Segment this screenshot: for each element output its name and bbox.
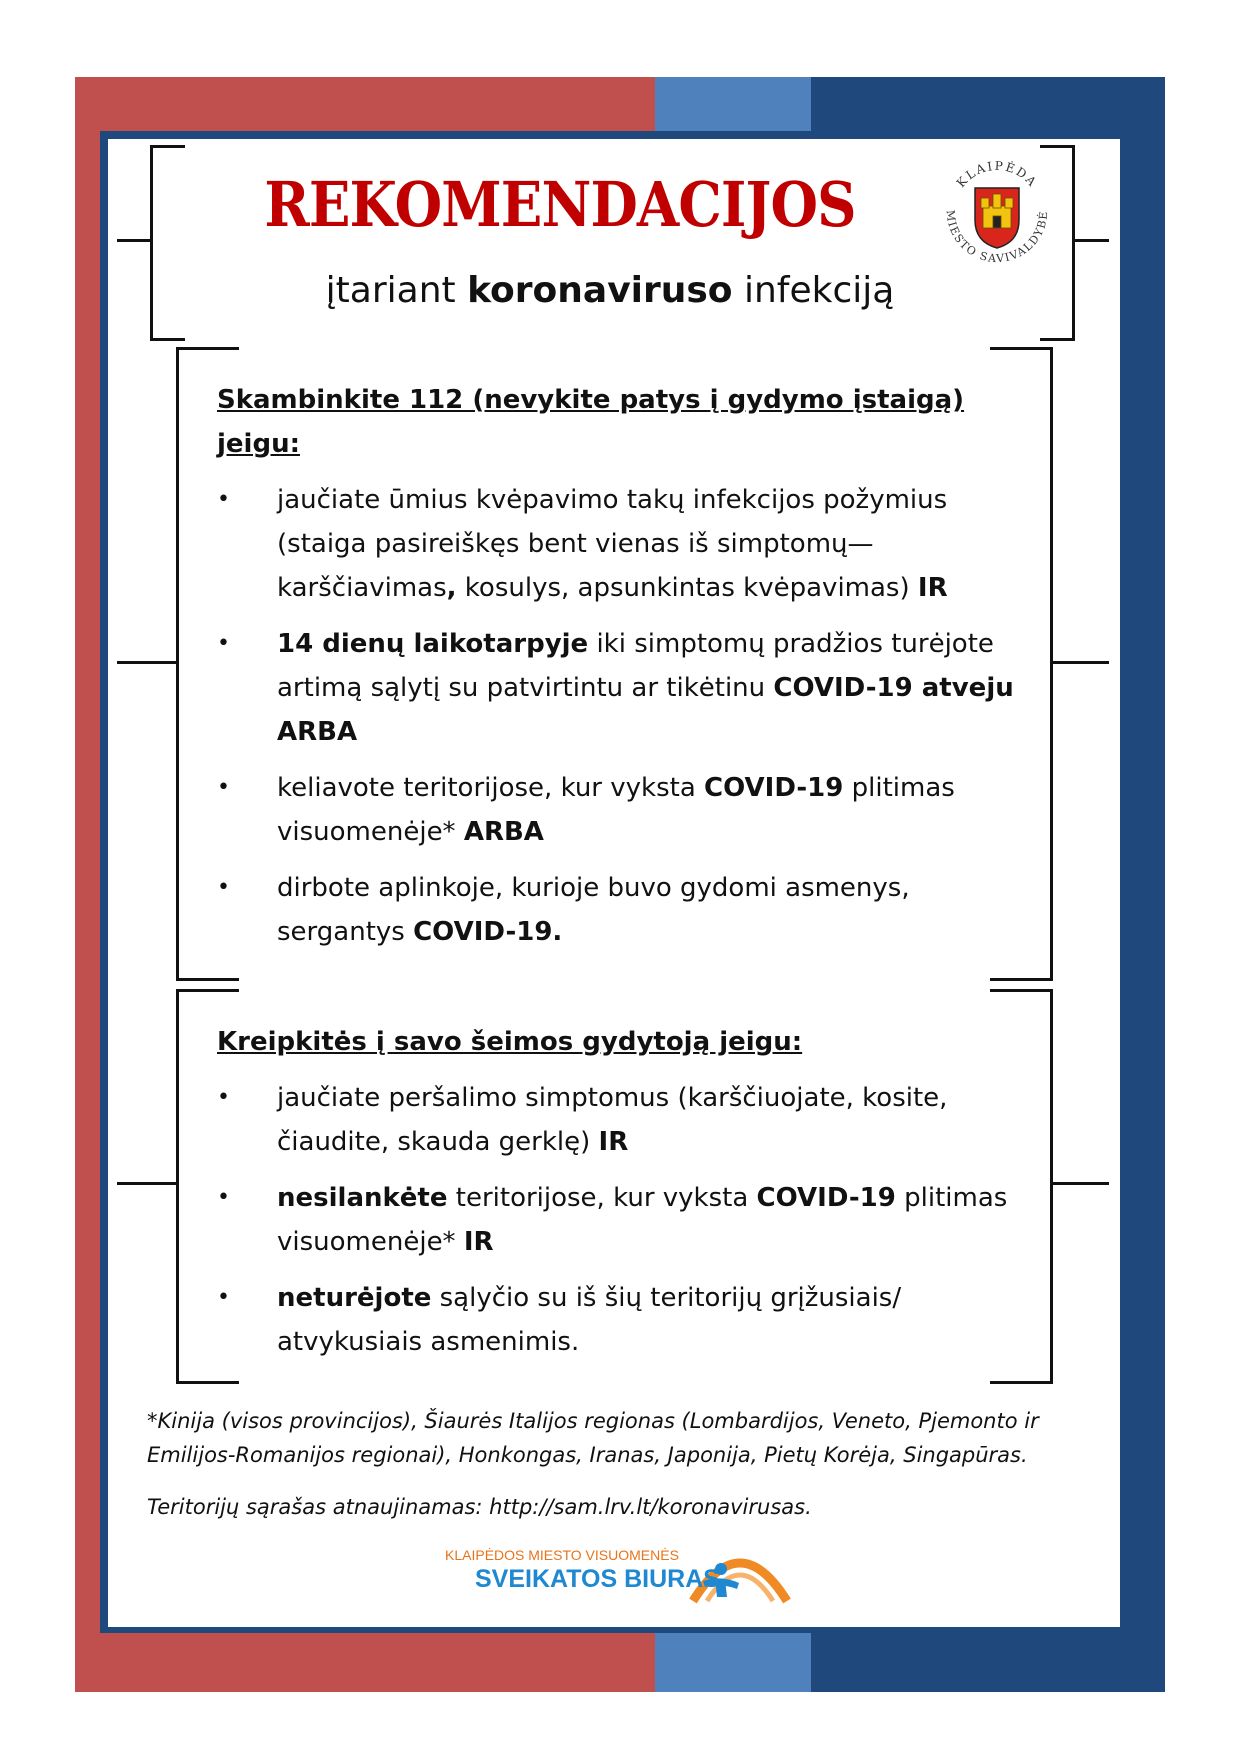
section1-list (217, 478, 1017, 954)
list-item (217, 1276, 1017, 1364)
list-item-text: neturėjote (277, 1283, 432, 1313)
section2-tick-right (1051, 1182, 1109, 1185)
list-item (217, 622, 1017, 754)
page-title: REKOMENDACIJOS (264, 168, 856, 241)
list-item (217, 478, 1017, 610)
list-item-text: IR (463, 1227, 494, 1257)
list-item-text: IR (917, 573, 948, 603)
klaipeda-emblem (935, 150, 1060, 275)
list-item-text: jaučiate ūmius kvėpavimo takų infekcijos požymius (staiga pasireiškęs bent vienas iš simptomų—karščiavimas (277, 485, 948, 603)
emblem-text-top: KLAIPĖDA (953, 158, 1041, 191)
list-item-text: IR (598, 1127, 629, 1157)
section2-list (217, 1076, 1017, 1364)
footnote-territories: *Kinija (visos provincijos), Šiaurės Italijos regionas (Lombardijos, Veneto, Pjemonto ir Emilijos-Romanijos regionai), Honkongas, Iranas, Japonija, Pietų Korėja, Singapūras. (147, 1409, 1039, 1467)
logo-line1: KLAIPĖDOS MIESTO VISUOMENĖS (445, 1547, 679, 1563)
logo-line2: SVEIKATOS BIURAS (475, 1565, 720, 1593)
header-tick-left (117, 239, 153, 242)
section-family-doctor (217, 1020, 1017, 1364)
header-tick-right (1073, 239, 1109, 242)
list-item (217, 766, 1017, 854)
list-item-text: COVID-19 atveju ARBA (277, 673, 1014, 747)
section1-heading: Skambinkite 112 (nevykite patys į gydymo įstaigą) jeigu: (217, 385, 965, 459)
list-item (217, 866, 1017, 954)
list-item-text: 14 dienų laikotarpyje (277, 629, 589, 659)
list-item-text: iki simptomų pradžios turėjote artimą sąlytį su patvirtintu ar tikėtinu (277, 629, 994, 703)
page-subtitle: įtariant koronaviruso infekciją (325, 270, 895, 311)
footnote-update-link: Teritorijų sąrašas atnaujinamas: http://sam.lrv.lt/koronavirusas. (147, 1495, 812, 1519)
list-item-text: COVID-19. (413, 917, 563, 947)
sveikatos-biuras-logo (445, 1535, 805, 1607)
list-item-text: nesilankėte (277, 1183, 448, 1213)
emblem-text-bottom: MIESTO SAVIVALDYBĖ (943, 209, 1051, 266)
section2-heading: Kreipkitės į savo šeimos gydytoją jeigu: (217, 1027, 803, 1057)
list-item-text: jaučiate peršalimo simptomus (karščiuojate, kosite, čiaudite, skauda gerklę) (277, 1083, 948, 1157)
list-item-text: keliavote teritorijose, kur vyksta (277, 773, 705, 803)
list-item-text: dirbote aplinkoje, kurioje buvo gydomi asmenys, sergantys (277, 873, 910, 947)
list-item-text: COVID-19 (704, 773, 844, 803)
header-bracket-left (150, 145, 185, 341)
list-item-text: ARBA (463, 817, 544, 847)
list-item (217, 1176, 1017, 1264)
list-item-text: plitimas visuomenėje* (277, 1183, 1008, 1257)
list-item-text: sąlyčio su iš šių teritorijų grįžusiais/ atvykusiais asmenimis. (277, 1283, 902, 1357)
list-item-text: teritorijose, kur vyksta (447, 1183, 757, 1213)
list-item-text: , (446, 573, 457, 603)
list-item-text: COVID-19 (756, 1183, 896, 1213)
section2-tick-left (117, 1182, 179, 1185)
list-item (217, 1076, 1017, 1164)
section1-tick-left (117, 661, 179, 664)
castle-icon (981, 194, 1013, 228)
list-item-text: kosulys, apsunkintas kvėpavimas) (456, 573, 918, 603)
section1-tick-right (1051, 661, 1109, 664)
list-item-text: plitimas visuomenėje* (277, 773, 955, 847)
section-call-112 (217, 378, 1017, 954)
